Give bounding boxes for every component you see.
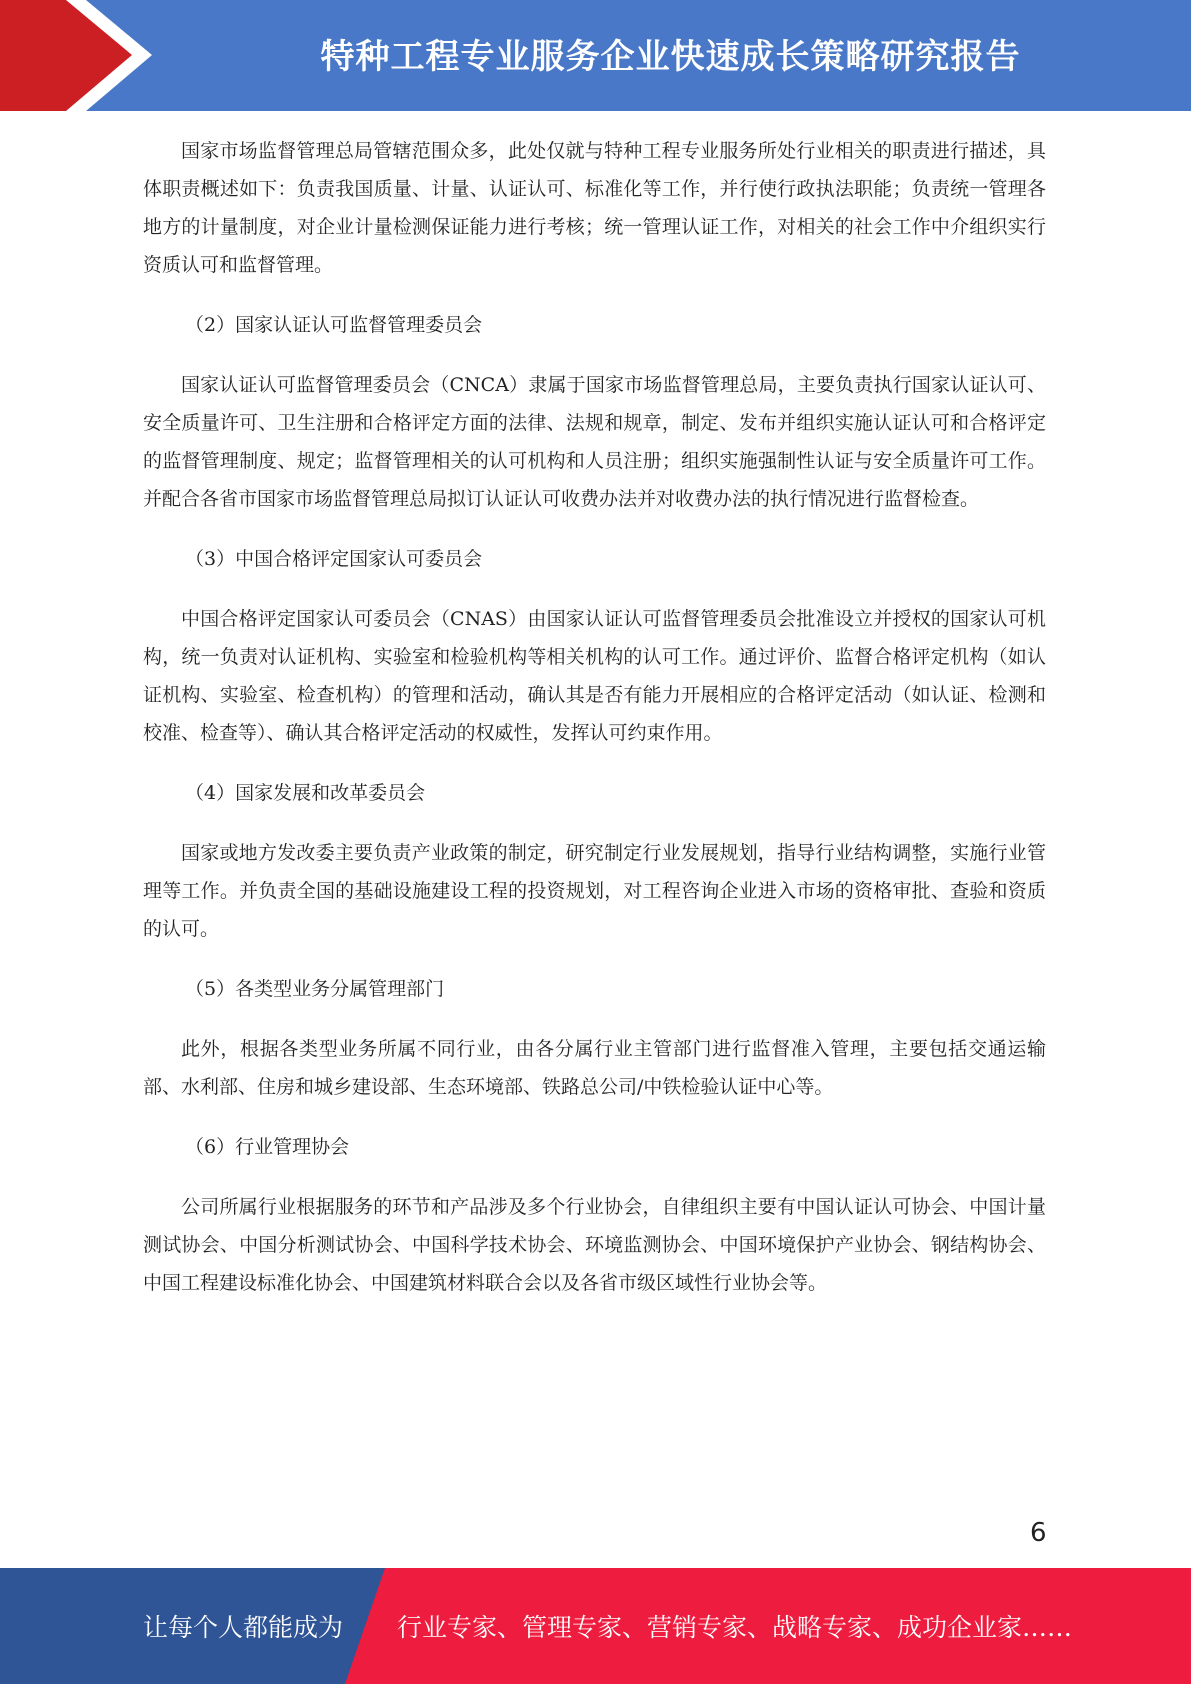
header-arrow-decoration: [0, 0, 160, 111]
paragraph-sector-departments: 此外，根据各类型业务所属不同行业，由各分属行业主管部门进行监督准入管理，主要包括交通运输部、水利部、住房和城乡建设部、生态环境部、铁路总公司/中铁检验认证中心等。: [143, 1038, 1046, 1098]
subheading-cnca: （2）国家认证认可监督管理委员会: [185, 314, 483, 336]
footer-slogan-right: 行业专家、管理专家、营销专家、战略专家、成功企业家……: [397, 1613, 1073, 1642]
report-title: 特种工程专业服务企业快速成长策略研究报告: [320, 36, 1021, 77]
subheading-cnas: （3）中国合格评定国家认可委员会: [185, 548, 483, 570]
subheading-sector-departments: （5）各类型业务分属管理部门: [185, 978, 445, 1000]
paragraph-cnas: 中国合格评定国家认可委员会（CNAS）由国家认证认可监督管理委员会批准设立并授权的国家认可机构，统一负责对认证机构、实验室和检验机构等相关机构的认可工作。通过评价、监督合格评定机构（如认证机构、实验室、检查机构）的管理和活动，确认其是否有能力开展相应的合格评定活动（如认证、检测和校准、检查等）、确认其合格评定活动的权威性，发挥认可约束作用。: [143, 608, 1046, 744]
subheading-industry-associations: （6）行业管理协会: [185, 1136, 350, 1158]
page-header: [0, 0, 1191, 111]
paragraph-market-supervision-duties: 国家市场监督管理总局管辖范围众多，此处仅就与特种工程专业服务所处行业相关的职责进行描述，具体职责概述如下：负责我国质量、计量、认证认可、标准化等工作，并行使行政执法职能；负责统一管理各地方的计量制度，对企业计量检测保证能力进行考核；统一管理认证工作，对相关的社会工作中介组织实行资质认可和监督管理。: [143, 140, 1046, 276]
paragraph-cnca: 国家认证认可监督管理委员会（CNCA）隶属于国家市场监督管理总局，主要负责执行国家认证认可、安全质量许可、卫生注册和合格评定方面的法律、法规和规章，制定、发布并组织实施认证认可和合格评定的监督管理制度、规定；监督管理相关的认可机构和人员注册；组织实施强制性认证与安全质量许可工作。并配合各省市国家市场监督管理总局拟订认证认可收费办法并对收费办法的执行情况进行监督检查。: [143, 374, 1046, 510]
subheading-ndrc: （4）国家发展和改革委员会: [185, 782, 426, 804]
paragraph-industry-associations: 公司所属行业根据服务的环节和产品涉及多个行业协会，自律组织主要有中国认证认可协会、中国计量测试协会、中国分析测试协会、中国科学技术协会、环境监测协会、中国环境保护产业协会、钢结构协会、中国工程建设标准化协会、中国建筑材料联合会以及各省市级区域性行业协会等。: [143, 1196, 1046, 1294]
document-body: [143, 132, 1046, 1324]
paragraph-ndrc: 国家或地方发改委主要负责产业政策的制定，研究制定行业发展规划，指导行业结构调整，实施行业管理等工作。并负责全国的基础设施建设工程的投资规划，对工程咨询企业进入市场的资格审批、查验和资质的认可。: [143, 842, 1046, 940]
header-arrow-red: [0, 0, 132, 111]
page-footer: [0, 1568, 1191, 1684]
footer-slogan-left: 让每个人都能成为: [143, 1613, 344, 1642]
page-number: 6: [1030, 1518, 1047, 1548]
